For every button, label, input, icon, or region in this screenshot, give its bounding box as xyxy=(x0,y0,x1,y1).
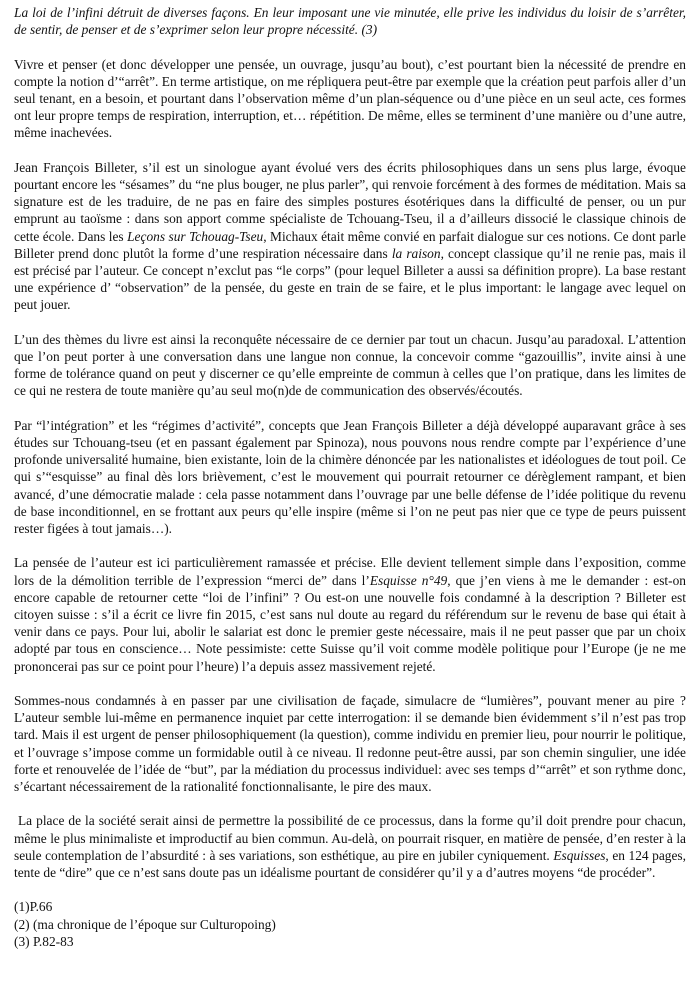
paragraph-7-text-a: La place de la société serait ainsi de permettre la possibilité de ce processus, dans la forme qu’il doit prendre pour chacun, même le plus minimaliste et improductif au bien commun. Au-delà, on pourrait risquer, en matière de pensée, d’en rester à la seule contemplation de l’absurdité : à ses variations, son esthétique, au pire en jubiler cyniquement. xyxy=(14,813,686,863)
paragraph-5-text-a: La pensée de l’auteur est ici particulièrement ramassée et précise. Elle devient tellement simple dans l’exposition, comme lors de la démolition terrible de l’expression “merci de” dans l’ xyxy=(14,555,686,588)
footnote-2: (2) (ma chronique de l’époque sur Culturopoing) xyxy=(14,916,276,932)
paragraph-2-text-a: Jean François Billeter, s’il est un sinologue ayant évolué vers des écrits philosophiques dans un sens plus large, évoque pourtant encore les “sésames” du “ne plus bouger, ne plus parler”, qui renvoie forcément à des formes de méditation. Mais sa signature est de les traduire, de ne pas en faire des simples postures ésotériques dans la difficulté de penser, ou un pur emprunt au taoïsme : dans son apport comme spécialiste de Tchouang-Tseu, il a d’ailleurs dissocié le classique chinois de cette école. Dans les xyxy=(14,159,686,244)
esquisse-49-title: Esquisse n°49 xyxy=(369,572,448,588)
paragraph-2-text-c: , concept classique qu’il ne renie pas, mais il est précisé par l’auteur. Ce concept n’exclut pas “le corps” (pour lequel Billeter a aussi sa définition propre). La base restant une expérience d’ “observation” de la pensée, du geste en train de se faire, et le plus important: le langage avec lequel on peut jouer. xyxy=(14,245,686,313)
paragraph-3: L’un des thèmes du livre est ainsi la reconquête nécessaire de ce dernier par tout un chacun. Jusqu’au paradoxal. L’attention que l’on peut porter à une conversation dans une langue non connue, la concevoir comme “gazouillis”, invite ainsi à une forme de tolérance quand on peut y discerner ce qu’elle empreinte de commun à celles que l’on pratique, dans les limites de ce qui ne restera de toute manière qu’au seul mo(n)de de communication des observés/écoutés. xyxy=(14,331,686,399)
paragraph-5-text-b: , que j’en viens à me le demander : est-on encore capable de retourner cette “loi de l’infini” ? Ou est-on une nouvelle fois condamné à la description ? Billeter est citoyen suisse : s’il a écrit ce livre fin 2015, c’est sans nul doute au regard du référendum sur le revenu de base qui était à venir dans ce pays. Pour lui, abolir le salariat est donc le premier geste nécessaire, mais il ne peut passer que par un choix adopté par tous en conscience… Note pessimiste: cette Suisse qu’il voit comme modèle politique pour l’Europe (je ne me prononcerai pas sur ce point pour l’heure) l’a depuis assez massivement rejeté. xyxy=(14,572,687,674)
paragraph-2 xyxy=(14,159,686,314)
paragraph-6: Sommes-nous condamnés à en passer par une civilisation de façade, simulacre de “lumières”, pouvant mener au pire ? L’auteur semble lui-même en permanence inquiet par cette interrogation: il se demande bien évidemment s’il n’est pas trop tard. Mais il est urgent de penser philosophiquement (la question), comme individu en premier lieu, pour nourrir le politique, et l’ouvrage s’impose comme un formidable outil à ce niveau. Il redonne peut-être aussi, par son chemin singulier, une idée forte et renouvelée de l’idée de “but”, par la médiation du processus individuel: avec ses temps d’“arrêt” et son rythme donc, s’écartant nécessairement de la rationalité fonctionnalisante, le pire des maux. xyxy=(14,693,686,795)
footnote-3: (3) P.82-83 xyxy=(14,933,74,949)
paragraph-4: Par “l’intégration” et les “régimes d’activité”, concepts que Jean François Billeter a déjà développé auparavant grâce à ses études sur Tchouang-tseu (et en passant également par Spinoza), nous pouvons nous rendre compte par l’expérience d’une profonde universalité humaine, bien existante, loin de la chimère dénoncée par les nationalistes et idéologues de tout poil. Ce qui s’“esquisse” au final dès lors brièvement, c’est le mouvement qui pourrait retourner ce dérèglement rampant, et bien avancé, d’une démocratie malade : cela passe notamment dans l’ouvrage par une belle défense de l’idée politique du revenu de base inconditionnel, en se frottant aux peurs qu’elle inspire (même si l’on ne peut pas nier que ce type de peurs puissent rester figées à tout jamais…). xyxy=(14,417,686,537)
paragraph-7-text-b: , en 124 pages, tente de “dire” que ce n’est sans doute pas un idéalisme pourtant de considérer qu’il y a d’autres moyens “de procéder”. xyxy=(14,847,686,881)
book-title-esquisses: Esquisses xyxy=(553,847,606,863)
article-page xyxy=(14,4,686,950)
footnote-1: (1)P.66 xyxy=(14,899,53,915)
paragraph-5 xyxy=(14,554,686,674)
paragraph-1: Vivre et penser (et donc développer une pensée, un ouvrage, jusqu’au bout), c’est pourtant bien la nécessité de prendre en compte la notion d’“arrêt”. En terme artistique, on me répliquera peut-être par exemple que la création peut parfois aller d’un seul tenant, en a besoin, et pourtant dans l’observation même d’un plan-séquence ou d’une pièce en un seul acte, ces formes ont leur propre temps de respiration, interruption, et… répétition. De même, elles se terminent d’une manière ou d’une autre, même inachevées. xyxy=(14,56,686,141)
epigraph-quote: La loi de l’infini détruit de diverses façons. En leur imposant une vie minutée, elle prive les individus du loisir de s’arrêter, de sentir, de penser et de s’exprimer selon leur propre nécessité. (3) xyxy=(14,5,686,38)
emphasis-la-raison: la raison xyxy=(391,245,441,261)
book-title-lecons: Leçons sur Tchouag-Tseu xyxy=(127,228,264,244)
footnotes xyxy=(14,898,686,950)
paragraph-7 xyxy=(14,812,686,881)
paragraph-2-text-b: , Michaux était même convié en parfait dialogue sur ces notions. Ce dont parle Billeter prend donc plutôt la forme d’une respiration nécessaire dans xyxy=(14,228,686,261)
